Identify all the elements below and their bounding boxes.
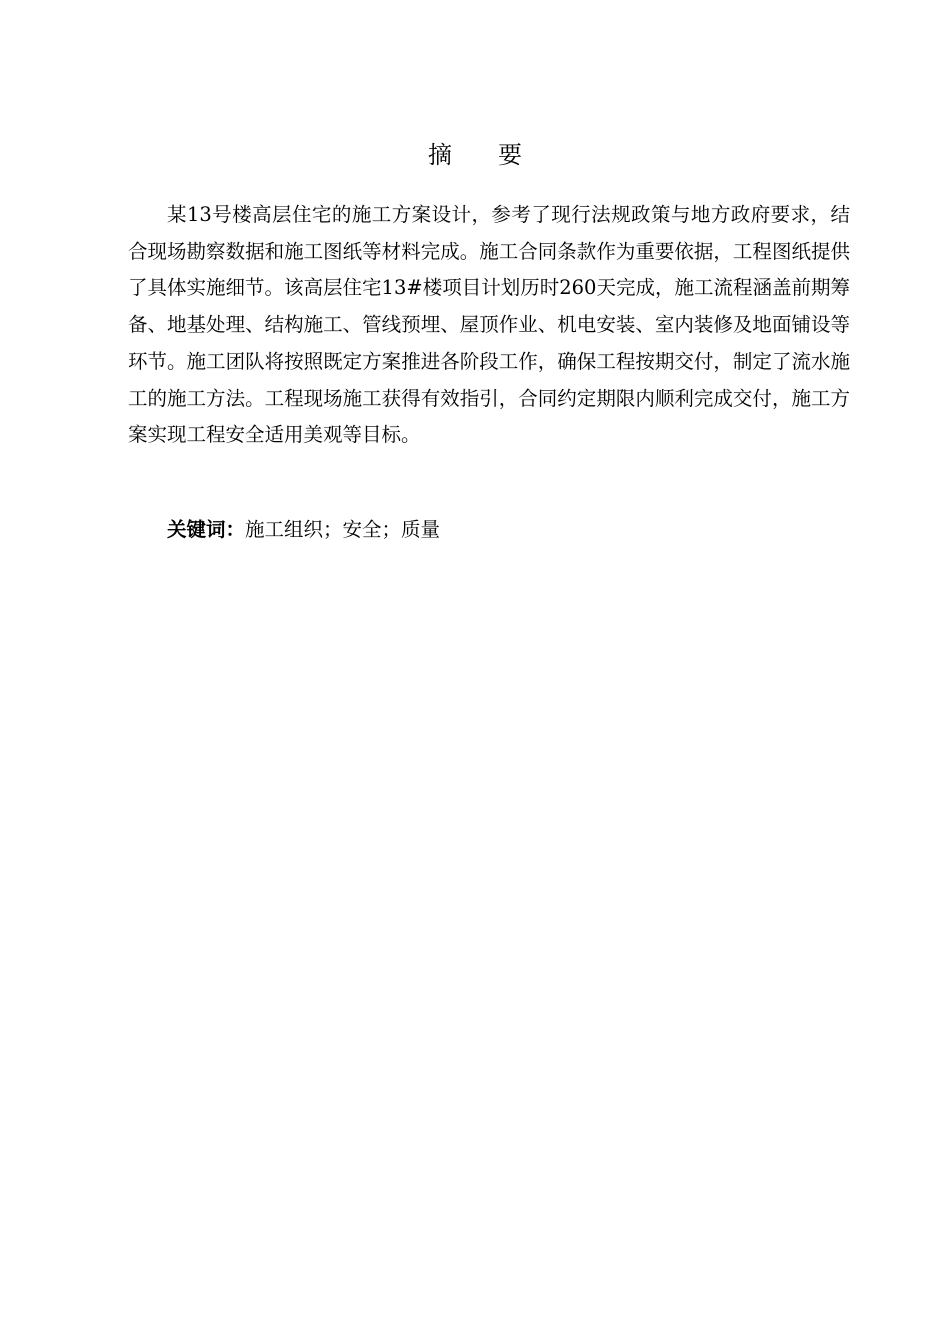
abstract-title-part-2: 要 [498, 141, 522, 169]
keywords-line [167, 512, 850, 548]
abstract-title [0, 138, 950, 172]
abstract-title-part-1: 摘 [428, 141, 452, 169]
keywords-label: 关键词： [167, 518, 246, 541]
keywords-value: 施工组织；安全；质量 [245, 518, 441, 541]
abstract-body: 某13号楼高层住宅的施工方案设计，参考了现行法规政策与地方政府要求，结合现场勘察数据和施工图纸等材料完成。施工合同条款作为重要依据，工程图纸提供了具体实施细节。该高层住宅13#楼项目计划历时260天完成，施工流程涵盖前期筹备、地基处理、结构施工、管线预埋、屋顶作业、机电安装、室内装修及地面铺设等环节。施工团队将按照既定方案推进各阶段工作，确保工程按期交付，制定了流水施工的施工方法。工程现场施工获得有效指引，合同约定期限内顺利完成交付，施工方案实现工程安全适用美观等目标。 [128, 203, 850, 447]
